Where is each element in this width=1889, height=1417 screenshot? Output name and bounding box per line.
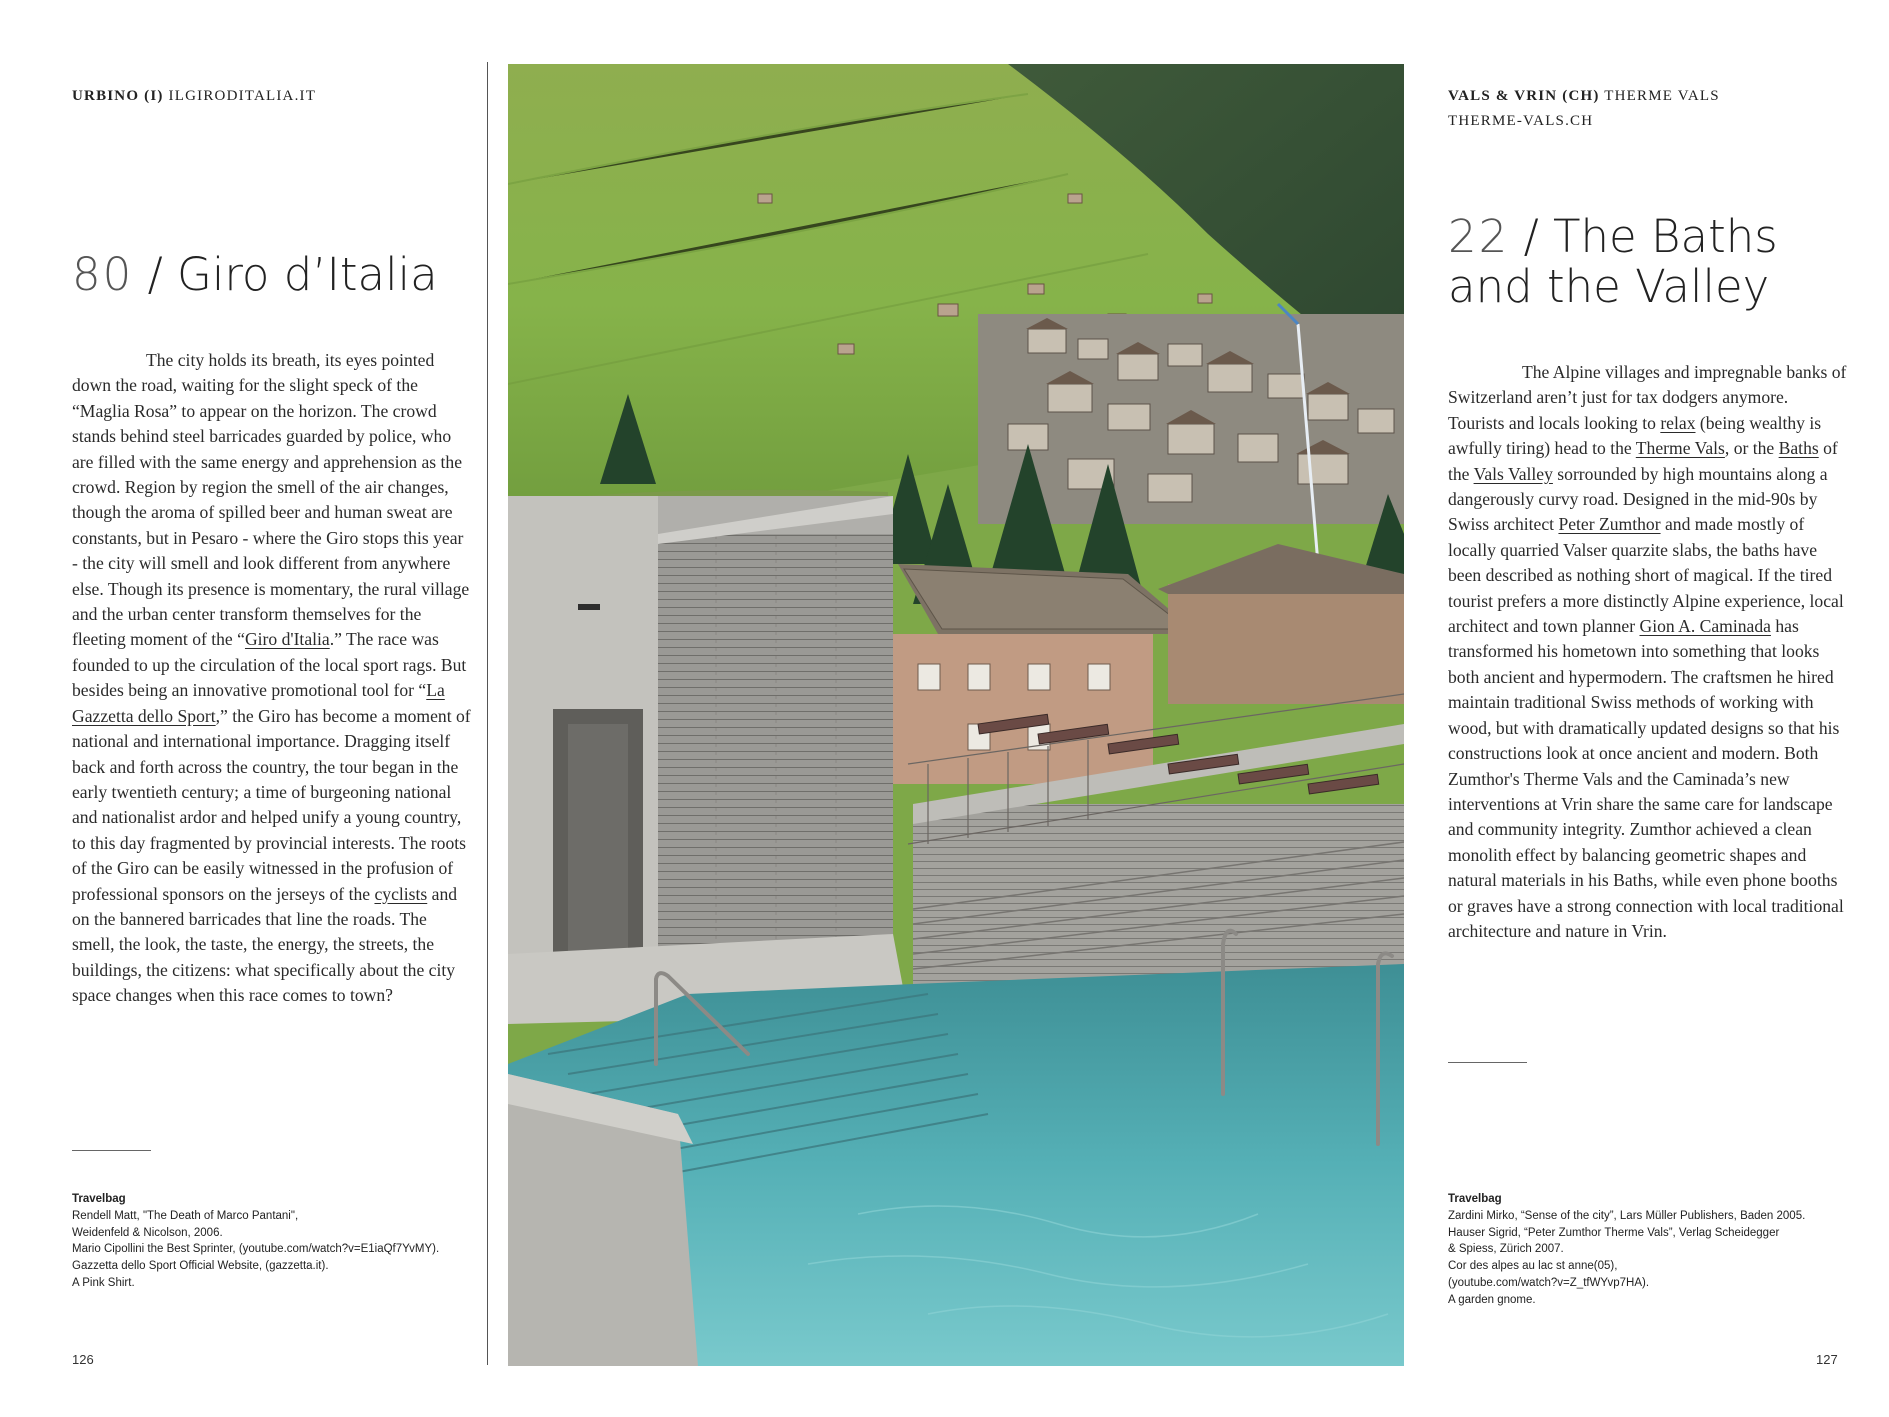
right-article-number: 22 bbox=[1448, 210, 1510, 263]
right-article-title-line2: and the Valley bbox=[1448, 260, 1770, 313]
link-peter-zumthor[interactable]: Peter Zumthor bbox=[1558, 514, 1661, 535]
right-travelbag-line: (youtube.com/watch?v=Z_tfWYvp7HA). bbox=[1448, 1276, 1650, 1289]
right-travelbag-line: & Spiess, Zürich 2007. bbox=[1448, 1243, 1564, 1256]
right-travelbag-line: Hauser Sigrid, “Peter Zumthor Therme Vals”, Verlag Scheidegger bbox=[1448, 1226, 1780, 1239]
right-travelbag-line: A garden gnome. bbox=[1448, 1293, 1536, 1306]
right-travelbag-line: Cor des alpes au lac st anne(05), bbox=[1448, 1260, 1618, 1273]
left-kicker-website[interactable]: ILGIRODITALIA.IT bbox=[163, 88, 317, 104]
left-travelbag bbox=[72, 1191, 439, 1292]
right-travelbag-heading: Travelbag bbox=[1448, 1193, 1502, 1205]
left-travelbag-line: Weidenfeld & Nicolson, 2006. bbox=[72, 1226, 223, 1239]
left-rule bbox=[72, 1150, 151, 1151]
right-article-body: The Alpine villages and impregnable banks of Switzerland aren’t just for tax dodgers anymore. Tourists and locals looking to relax (being wealthy is awfully tiring) head to the Therme Vals, or the Baths of the Vals Valley sorrounded by high mountains along a dangerously curvy road. Designed in the mid-90s by Swiss architect Peter Zumthor and made mostly of locally quarried Valser quarzite slabs, the baths have been described as nothing short of magical. If the tired tourist prefers a more distinctly Alpine experience, local architect and town planner Gion A. Caminada has transformed his hometown into something that looks both ancient and hypermodern. The craftsmen he hired maintain traditional Swiss methods of working with wood, but with dramatically updated designs so that his constructions look at once ancient and modern. Both Zumthor's Therme Vals and the Caminada’s new interventions at Vrin share the same care for landscape and community integrity. Zumthor achieved a clean monolith effect by balancing geometric shapes and natural materials in his Baths, while even phone booths or graves have a strong connection with local traditional architecture and nature in Vrin. bbox=[1448, 362, 1847, 941]
left-travelbag-line: Rendell Matt, "The Death of Marco Pantani", bbox=[72, 1209, 299, 1222]
right-travelbag-line: Zardini Mirko, “Sense of the city”, Lars Müller Publishers, Baden 2005. bbox=[1448, 1209, 1806, 1222]
left-page bbox=[0, 0, 487, 1417]
right-page-number: 127 bbox=[1816, 1352, 1838, 1367]
right-kicker bbox=[1448, 84, 1720, 134]
left-article-title-text: / Giro d’Italia bbox=[133, 248, 438, 301]
right-article-title-line1: / The Baths bbox=[1509, 210, 1778, 263]
left-travelbag-line: Gazzetta dello Sport Official Website, (gazzetta.it). bbox=[72, 1260, 329, 1273]
left-article-number: 80 bbox=[72, 248, 134, 301]
right-travelbag bbox=[1448, 1191, 1805, 1309]
link-baths[interactable]: Baths bbox=[1778, 438, 1819, 459]
right-rule bbox=[1448, 1062, 1527, 1063]
link-giro-ditalia[interactable]: Giro d'Italia bbox=[244, 629, 330, 650]
link-cyclists[interactable]: cyclists bbox=[374, 883, 428, 904]
left-kicker bbox=[72, 84, 316, 109]
left-kicker-location: URBINO (I) bbox=[72, 88, 164, 104]
gutter-divider bbox=[487, 62, 488, 1365]
link-relax[interactable]: relax bbox=[1660, 412, 1696, 433]
right-kicker-website[interactable]: THERME-VALS.CH bbox=[1448, 113, 1594, 129]
left-article-body: The city holds its breath, its eyes pointed down the road, waiting for the slight speck of the “Maglia Rosa” to appear on the horizon. The crowd stands behind steel barricades guarded by police, who are filled with the same energy and apprehension as the crowd. Region by region the smell of the air changes, though the aroma of spilled beer and human sweat are constants, but in Pesaro - where the Giro stops this year - the city will smell and look different from anywhere else. Though its presence is momentary, the rural village and the urban center transform themselves for the fleeting moment of the “Giro d'Italia.” The race was founded to up the circulation of the local sport rags. But besides being an innovative promotional tool for “La Gazzetta dello Sport,” the Giro has become a moment of national and international importance. Dragging itself back and forth across the country, the tour began in the early twentieth century; a time of burgeoning national and nationalist ardor and helped unify a young country, to this day fragmented by provincial interests. The roots of the Giro can be easily witnessed in the profusion of professional sponsors on the jerseys of the cyclists and on the bannered barricades that line the roads. The smell, the look, the taste, the energy, the streets, the buildings, the citizens: what specifically about the city space changes when this race comes to town? bbox=[72, 350, 471, 1006]
link-la-gazzetta-dello-sport[interactable]: La Gazzetta dello Sport bbox=[72, 680, 445, 726]
therme-vals-photo bbox=[508, 64, 1404, 1366]
right-kicker-location: VALS & VRIN (CH) bbox=[1448, 88, 1600, 104]
left-travelbag-line: Mario Cipollini the Best Sprinter, (youtube.com/watch?v=E1iaQf7YvMY). bbox=[72, 1243, 440, 1256]
left-travelbag-line: A Pink Shirt. bbox=[72, 1276, 135, 1289]
link-vals-valley[interactable]: Vals Valley bbox=[1473, 463, 1553, 484]
right-article-title bbox=[1448, 212, 1778, 312]
left-page-number: 126 bbox=[72, 1352, 94, 1367]
link-gion-a-caminada[interactable]: Gion A. Caminada bbox=[1639, 616, 1771, 637]
left-travelbag-heading: Travelbag bbox=[72, 1193, 126, 1205]
right-page bbox=[1404, 0, 1889, 1417]
link-therme-vals[interactable]: Therme Vals bbox=[1635, 438, 1725, 459]
left-article-title bbox=[72, 250, 438, 300]
right-kicker-venue: THERME VALS bbox=[1599, 88, 1720, 104]
